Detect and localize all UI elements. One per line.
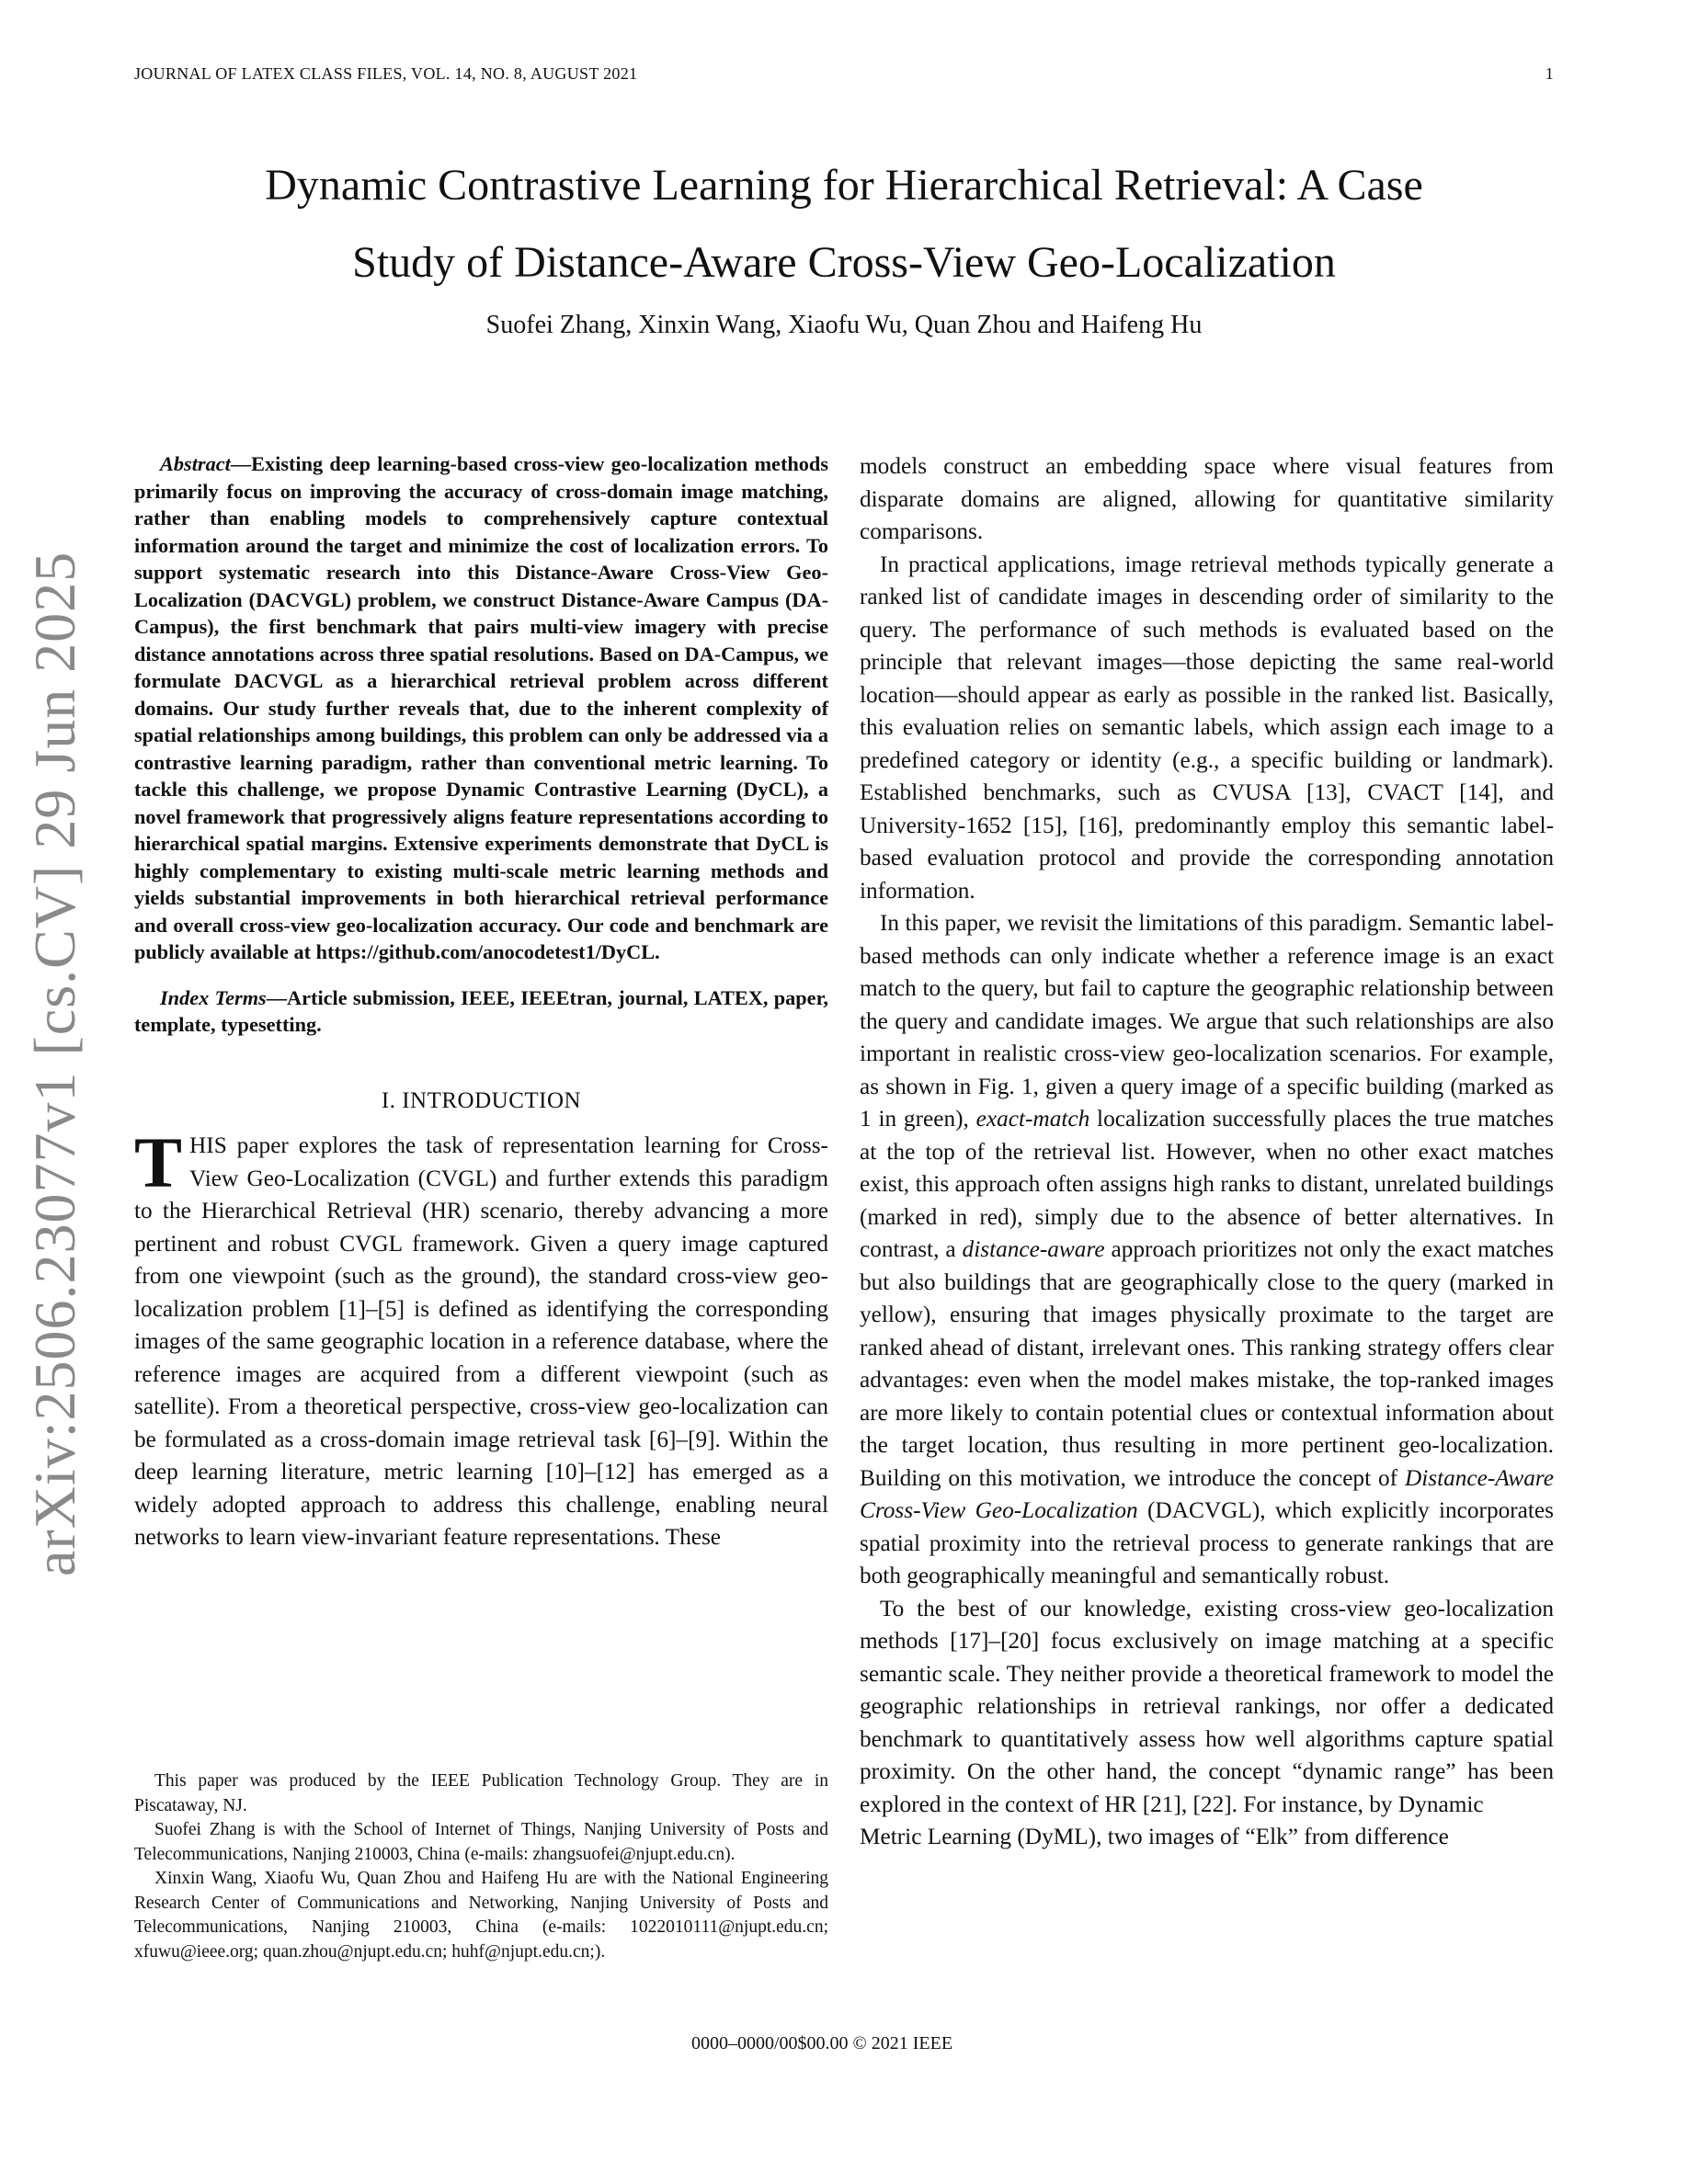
section-heading: I. INTRODUCTION xyxy=(381,1087,582,1113)
footnote-author-1: Suofei Zhang is with the School of Internet of Things, Nanjing University of Posts and Telecommunications, Nanjing 210003, China (e-mails: zhangsuofei@njupt.edu.cn). xyxy=(134,1820,828,1864)
journal-name: JOURNAL OF LATEX CLASS FILES, VOL. 14, NO. 8, AUGUST 2021 xyxy=(134,64,638,83)
author-list: Suofei Zhang, Xinxin Wang, Xiaofu Wu, Quan Zhou and Haifeng Hu xyxy=(485,311,1203,339)
footnote-authors-2: Xinxin Wang, Xiaofu Wu, Quan Zhou and Haifeng Hu are with the National Engineering Research Center of Communications and Networking, Nanjing University of Posts and Telecommunications, Nanjing 210003, China (e-mails: 1022010111@njupt.edu.cn; xfuwu@ieee.org; quan.zhou@njupt.edu.cn; huhf@njupt.edu.cn;). xyxy=(134,1869,828,1962)
right-column xyxy=(860,450,1554,1854)
paper-title xyxy=(138,147,1550,301)
copyright-line: 0000–0000/00$00.00 © 2021 IEEE xyxy=(691,2033,953,2053)
left-column xyxy=(134,450,828,1554)
footnotes xyxy=(134,1769,828,1964)
intro-paragraph xyxy=(134,1122,828,1554)
index-terms-text: —Article submission, IEEE, IEEEtran, journal, LATEX, paper, template, typesetting. xyxy=(134,985,828,1036)
p3-text-b: localization successfully places the true matches at the top of the retrieval list. However, when no other exact matches exist, this approach often assigns high ranks to distant, unrelated buildings (marked in red), simply due to the absence of better alternatives. In contrast, a xyxy=(860,1106,1554,1262)
p3-text-d: (DACVGL), which explicitly incorporates spatial proximity into the retrieval process to generate rankings that are both geographically meaningful and semantically robust. xyxy=(860,1497,1554,1588)
right-paragraph-1: models construct an embedding space where visual features from disparate domains are aligned, allowing for quantitative similarity comparisons. xyxy=(860,453,1554,544)
abstract-text: —Existing deep learning-based cross-view geo-localization methods primarily focus on improving the accuracy of cross-domain image matching, rather than enabling models to comprehensively capture contextual information around the target and minimize the cost of localization errors. To support systematic research into this Distance-Aware Cross-View Geo-Localization (DACVGL) problem, we construct Distance-Aware Campus (DA-Campus), the first benchmark that pairs multi-view imagery with precise distance annotations across three spatial resolutions. Based on DA-Campus, we formulate DACVGL as a hierarchical retrieval problem across different domains. Our study further reveals that, due to the inherent complexity of spatial relationships among buildings, this problem can only be addressed via a contrastive learning paradigm, rather than conventional metric learning. To tackle this challenge, we propose Dynamic Contrastive Learning (DyCL), a novel framework that progressively aligns feature representations according to hierarchical spatial margins. Extensive experiments demonstrate that DyCL is highly complementary to existing multi-scale metric learning methods and yields substantial improvements in both hierarchical retrieval performance and overall cross-view geo-localization accuracy. Our code and benchmark are publicly available at https://github.com/anocodetest1/DyCL. xyxy=(134,452,828,963)
p3-text-a: In this paper, we revisit the limitations of this paradigm. Semantic label-based methods can only indicate whether a reference image is an exact match to the query, but fail to capture the geographic relationship between the query and candidate images. We argue that such relationships are also important in realistic cross-view geo-localization scenarios. For example, as shown in Fig. 1, given a query image of a specific building (marked as 1 in green), xyxy=(860,910,1554,1132)
right-paragraph-4: To the best of our knowledge, existing cross-view geo-localization methods [17]–[20] focus exclusively on image matching at a specific semantic scale. They neither provide a theoretical framework to model the geographic relationships in retrieval rankings, nor offer a dedicated benchmark to quantitatively assess how well algorithms capture spatial proximity. On the other hand, the concept “dynamic range” has been explored in the context of HR [21], [22]. For instance, by Dynamic xyxy=(860,1595,1554,1817)
right-paragraph-3 xyxy=(860,907,1554,1593)
drop-cap: T xyxy=(134,1122,183,1202)
title-line-1: Dynamic Contrastive Learning for Hierarchical Retrieval: A Case xyxy=(265,161,1423,210)
right-paragraph-4-last-line: Metric Learning (DyML), two images of “Elk” from difference xyxy=(860,1824,1449,1849)
abstract xyxy=(134,450,828,966)
arxiv-stamp: arXiv:2506.23077v1 [cs.CV] 29 Jun 2025 xyxy=(22,551,87,1576)
running-header xyxy=(134,64,1554,92)
title-line-2: Study of Distance-Aware Cross-View Geo-Localization xyxy=(352,238,1336,287)
footnote-publication: This paper was produced by the IEEE Publication Technology Group. They are in Piscataway, NJ. xyxy=(134,1771,828,1815)
right-paragraph-2: In practical applications, image retrieval methods typically generate a ranked list of candidate images in descending order of similarity to the query. The performance of such methods is evaluated based on the principle that relevant images—those depicting the same real-world location—should appear as early as possible in the ranked list. Basically, this evaluation relies on semantic labels, which assign each image to a predefined category or identity (e.g., a specific building or landmark). Established benchmarks, such as CVUSA [13], CVACT [14], and University-1652 [15], [16], predominantly employ this semantic label-based evaluation protocol and provide the corresponding annotation information. xyxy=(860,551,1554,904)
index-terms xyxy=(134,984,828,1039)
intro-text: HIS paper explores the task of representation learning for Cross-View Geo-Localization (CVGL) and further extends this paradigm to the Hierarchical Retrieval (HR) scenario, thereby advancing a more pertinent and robust CVGL framework. Given a query image captured from one viewpoint (such as the ground), the standard cross-view geo-localization problem [1]–[5] is defined as identifying the corresponding images of the same geographic location in a reference database, where the reference images are acquired from a different viewpoint (such as satellite). From a theoretical perspective, cross-view geo-localization can be formulated as a cross-domain image retrieval task [6]–[9]. Within the deep learning literature, metric learning [10]–[12] has emerged as a widely adopted approach to address this challenge, enabling neural networks to learn view-invariant feature representations. These xyxy=(134,1132,828,1550)
abstract-label: Abstract xyxy=(160,452,231,475)
page-number: 1 xyxy=(1545,64,1554,83)
p3-emphasis-exact-match: exact-match xyxy=(975,1106,1090,1132)
introduction xyxy=(134,1122,828,1554)
p3-emphasis-distance-aware: distance-aware xyxy=(962,1236,1105,1262)
index-terms-label: Index Terms xyxy=(160,985,267,1009)
p3-emphasis-dacvgl: Distance-Aware Cross-View Geo-Localization xyxy=(860,1464,1554,1523)
p3-text-c: approach prioritizes not only the exact matches but also buildings that are geographically close to the query (marked in yellow), ensuring that images physically proximate to the target are ranked ahead of distant, irrelevant ones. This ranking strategy offers clear advantages: even when the model makes mistake, the top-ranked images are more likely to contain potential clues or contextual information about the target location, thus resulting in more pertinent geo-localization. Building on this motivation, we introduce the concept of xyxy=(860,1236,1554,1491)
